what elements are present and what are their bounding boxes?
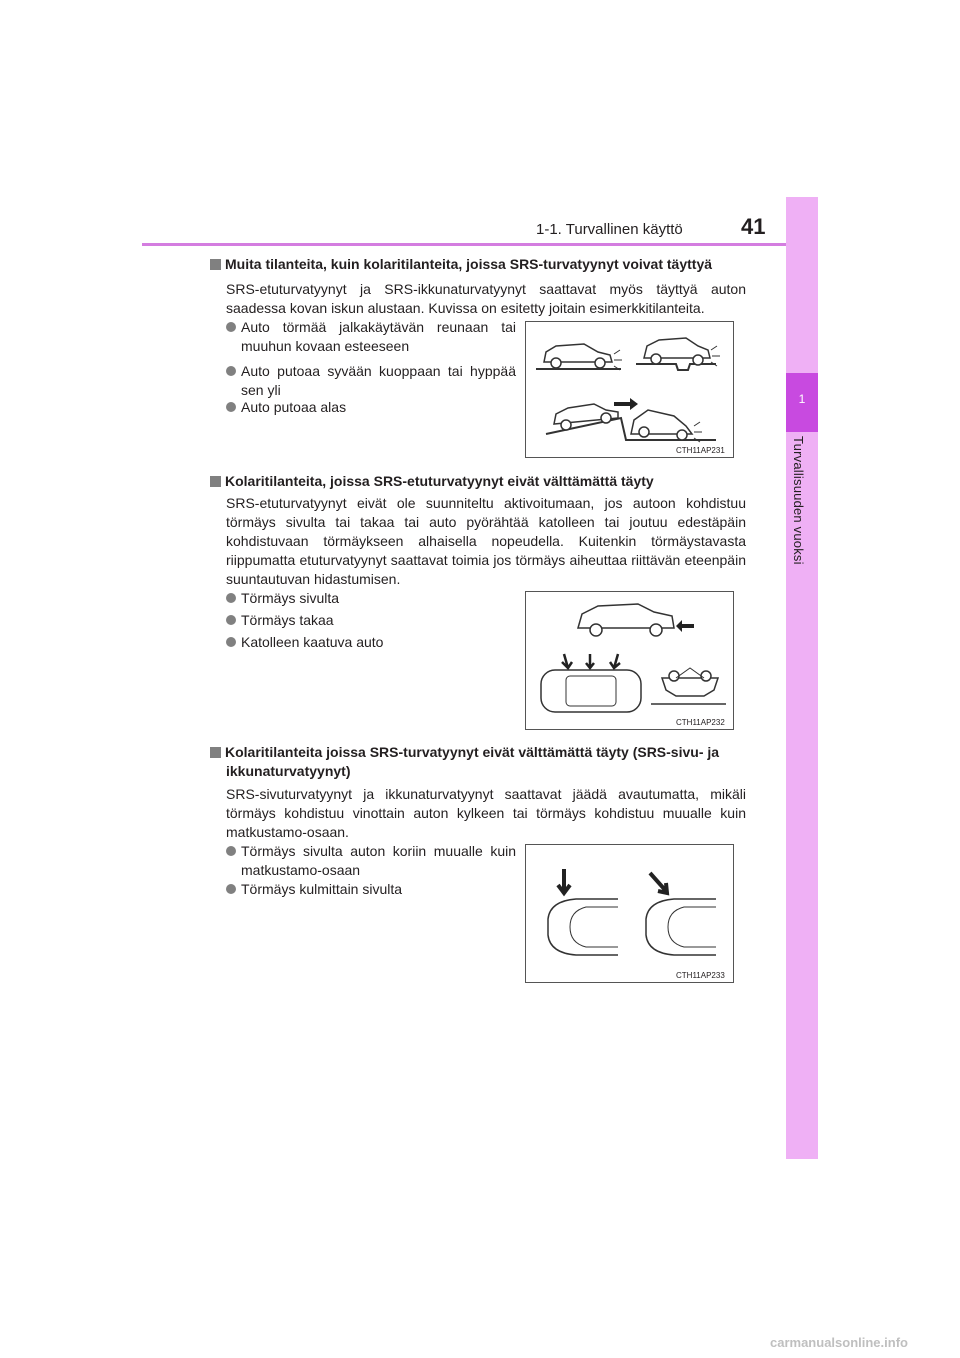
section-paragraph: SRS-etuturvatyynyt ja SRS-ikkunaturvatyynyt saattavat myös täyttyä auton saadessa kovan iskun alustaan. Kuvissa on esitetty joitain esimerkkitilanteita. <box>226 281 746 316</box>
list-item: Auto putoaa syvään kuoppaan tai hyppää sen yli <box>226 362 516 400</box>
section-heading <box>210 254 750 274</box>
bullet-icon <box>226 637 236 647</box>
running-header-section: 1-1. Turvallinen käyttö <box>536 221 683 238</box>
list-item: Törmäys sivulta <box>226 589 516 608</box>
list-item: Auto putoaa alas <box>226 398 516 417</box>
section-heading <box>210 742 750 762</box>
bullet-icon <box>226 322 236 332</box>
heading-square-icon <box>210 259 221 270</box>
figure-curb-pothole-illustration <box>525 321 734 458</box>
section-paragraph: SRS-sivuturvatyynyt ja ikkunaturvatyynyt saattavat jäädä avautumatta, mikäli törmäys kohdistuu vinottain auton kylkeen tai törmäys kohdistuu muualle kuin matkustamo-osaan. <box>226 786 746 840</box>
section-heading-text: Muita tilanteita, kuin kolaritilanteita, joissa SRS-turvatyynyt voivat täyttyä <box>225 256 713 272</box>
header-rule <box>142 243 818 246</box>
list-item: Törmäys takaa <box>226 611 516 630</box>
heading-square-icon <box>210 747 221 758</box>
watermark: carmanualsonline.info <box>770 1335 908 1350</box>
figure-label: CTH11AP232 <box>676 718 725 727</box>
car-collision-types-illustration <box>526 592 733 729</box>
section-heading-text: Kolaritilanteita, joissa SRS-etuturvatyynyt eivät välttämättä täyty <box>225 473 654 489</box>
section-heading <box>210 471 750 491</box>
bullet-icon <box>226 884 236 894</box>
heading-square-icon <box>210 476 221 487</box>
chapter-side-tab <box>786 197 818 1159</box>
bullet-icon <box>226 593 236 603</box>
section-heading-text: Kolaritilanteita joissa SRS-turvatyynyt eivät välttämättä täyty (SRS-sivu- ja <box>225 744 720 760</box>
list-item: Törmäys kulmittain sivulta <box>226 880 516 899</box>
chapter-number: 1 <box>798 392 806 406</box>
bullet-icon <box>226 615 236 625</box>
list-item: Auto törmää jalkakäytävän reunaan tai muuhun kovaan esteeseen <box>226 318 516 356</box>
bullet-icon <box>226 366 236 376</box>
list-item: Törmäys sivulta auton koriin muualle kuin matkustamo-osaan <box>226 842 516 880</box>
chapter-title: Turvallisuuden vuoksi <box>791 436 806 565</box>
list-item: Katolleen kaatuva auto <box>226 633 516 652</box>
figure-side-rear-rollover-illustration <box>525 591 734 730</box>
car-impact-illustration <box>526 322 733 457</box>
figure-label: CTH11AP231 <box>676 446 725 455</box>
figure-side-angle-impact-illustration <box>525 844 734 983</box>
page-number: 41 <box>741 214 766 239</box>
section-heading-continued: ikkunaturvatyynyt) <box>226 763 351 779</box>
section-paragraph: SRS-etuturvatyynyt eivät ole suunniteltu aktivoitumaan, jos autoon kohdistuu törmäys sivulta tai takaa tai auto pyörähtää katolleen tai joutuu edestäpäin kohdistuvaan törmäykseen alhaisella nopeudella. Kuitenkin törmäystavasta riippumatta etuturvatyynyt saattavat toimia jos törmäys aiheuttaa riittävän eteenpäin suuntautuvan hidastumisen. <box>226 495 746 587</box>
figure-label: CTH11AP233 <box>676 971 725 980</box>
side-impact-illustration <box>526 845 733 982</box>
bullet-icon <box>226 846 236 856</box>
bullet-icon <box>226 402 236 412</box>
